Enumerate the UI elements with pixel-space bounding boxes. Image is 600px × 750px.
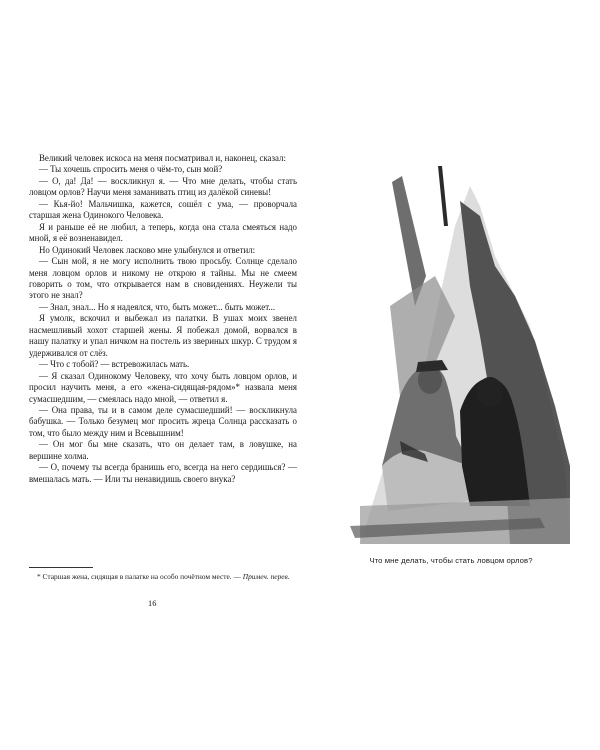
footnote-text: * Старшая жена, сидящая в палатке на особо почётном месте. — — [37, 572, 241, 581]
paragraph: — О, почему ты всегда бранишь его, всегда на него сердишься? — вмешалась мать. — Или ты ненавидишь своего внука? — [29, 462, 297, 484]
ink-illustration — [330, 166, 570, 546]
paragraph: — Что с тобой? — встревожилась мать. — [39, 359, 190, 370]
paragraph: — Сын мой, я не могу исполнить твою просьбу. Солнце сделало меня ловцом орлов и никому не открою я тайны. Мы не смеем говорить о том, что открывается нам в сновидениях. Неужели ты этого не знал? — [29, 256, 297, 301]
paragraph: — О, да! Да! — воскликнул я. — Что мне делать, чтобы стать ловцом орлов? Научи меня заманивать птиц из далёкой синевы! — [29, 175, 297, 198]
paragraph: — Я сказал Одинокому Человеку, что хочу быть ловцом орлов, и просил научить меня, а его «жена-сидящая-рядом»* назвала меня сумасшедшим, — смеялась надо мной, — ответил я. — [29, 370, 297, 404]
footnote-divider — [29, 567, 93, 568]
paragraph: — Знал, знал... Но я надеялся, что, быть может... быть может... — [39, 301, 276, 312]
paragraph: — Он мог бы мне сказать, что он делает там, в ловушке, на вершине холма. — [29, 439, 297, 461]
paragraph: Великий человек искоса на меня посматривал и, наконец, сказал: — [39, 153, 286, 163]
paragraph: Но Одинокий Человек ласково мне улыбнулся и ответил: — [39, 244, 256, 255]
paragraph: — Она права, ты и в самом деле сумасшедший! — воскликнула бабушка. — Только безумец мог просить жреца Солнца рассказать о том, что было между ним и Всевышним! — [29, 404, 297, 438]
youth-head — [477, 377, 503, 407]
paragraph: — Ты хочешь спросить меня о чём-то, сын мой? — [39, 164, 223, 175]
page-number: 16 — [148, 599, 157, 608]
streak-thin — [438, 166, 448, 226]
paragraph: Я и раньше её не любил, а теперь, когда она стала смеяться надо мной, я её возненавидел. — [29, 221, 297, 244]
illustration-caption: Что мне делать, чтобы стать ловцом орлов? — [369, 556, 533, 565]
footnote-tag: Примеч. перев. — [242, 572, 290, 581]
footnote — [29, 572, 297, 582]
illustration — [330, 166, 570, 546]
paragraph: Я умолк, вскочил и выбежал из палатки. В ушах моих звенел насмешливый хохот старшей жены. Я побежал домой, ворвался в нашу палатку и упал ничком на постель из звериных шкур. С трудом я удерживался от слёз. — [29, 313, 297, 358]
body-text — [29, 153, 297, 485]
paragraph: — Кья-йо! Мальчишка, кажется, сошёл с ума, — проворчала старшая жена Одинокого Человека. — [29, 198, 297, 221]
